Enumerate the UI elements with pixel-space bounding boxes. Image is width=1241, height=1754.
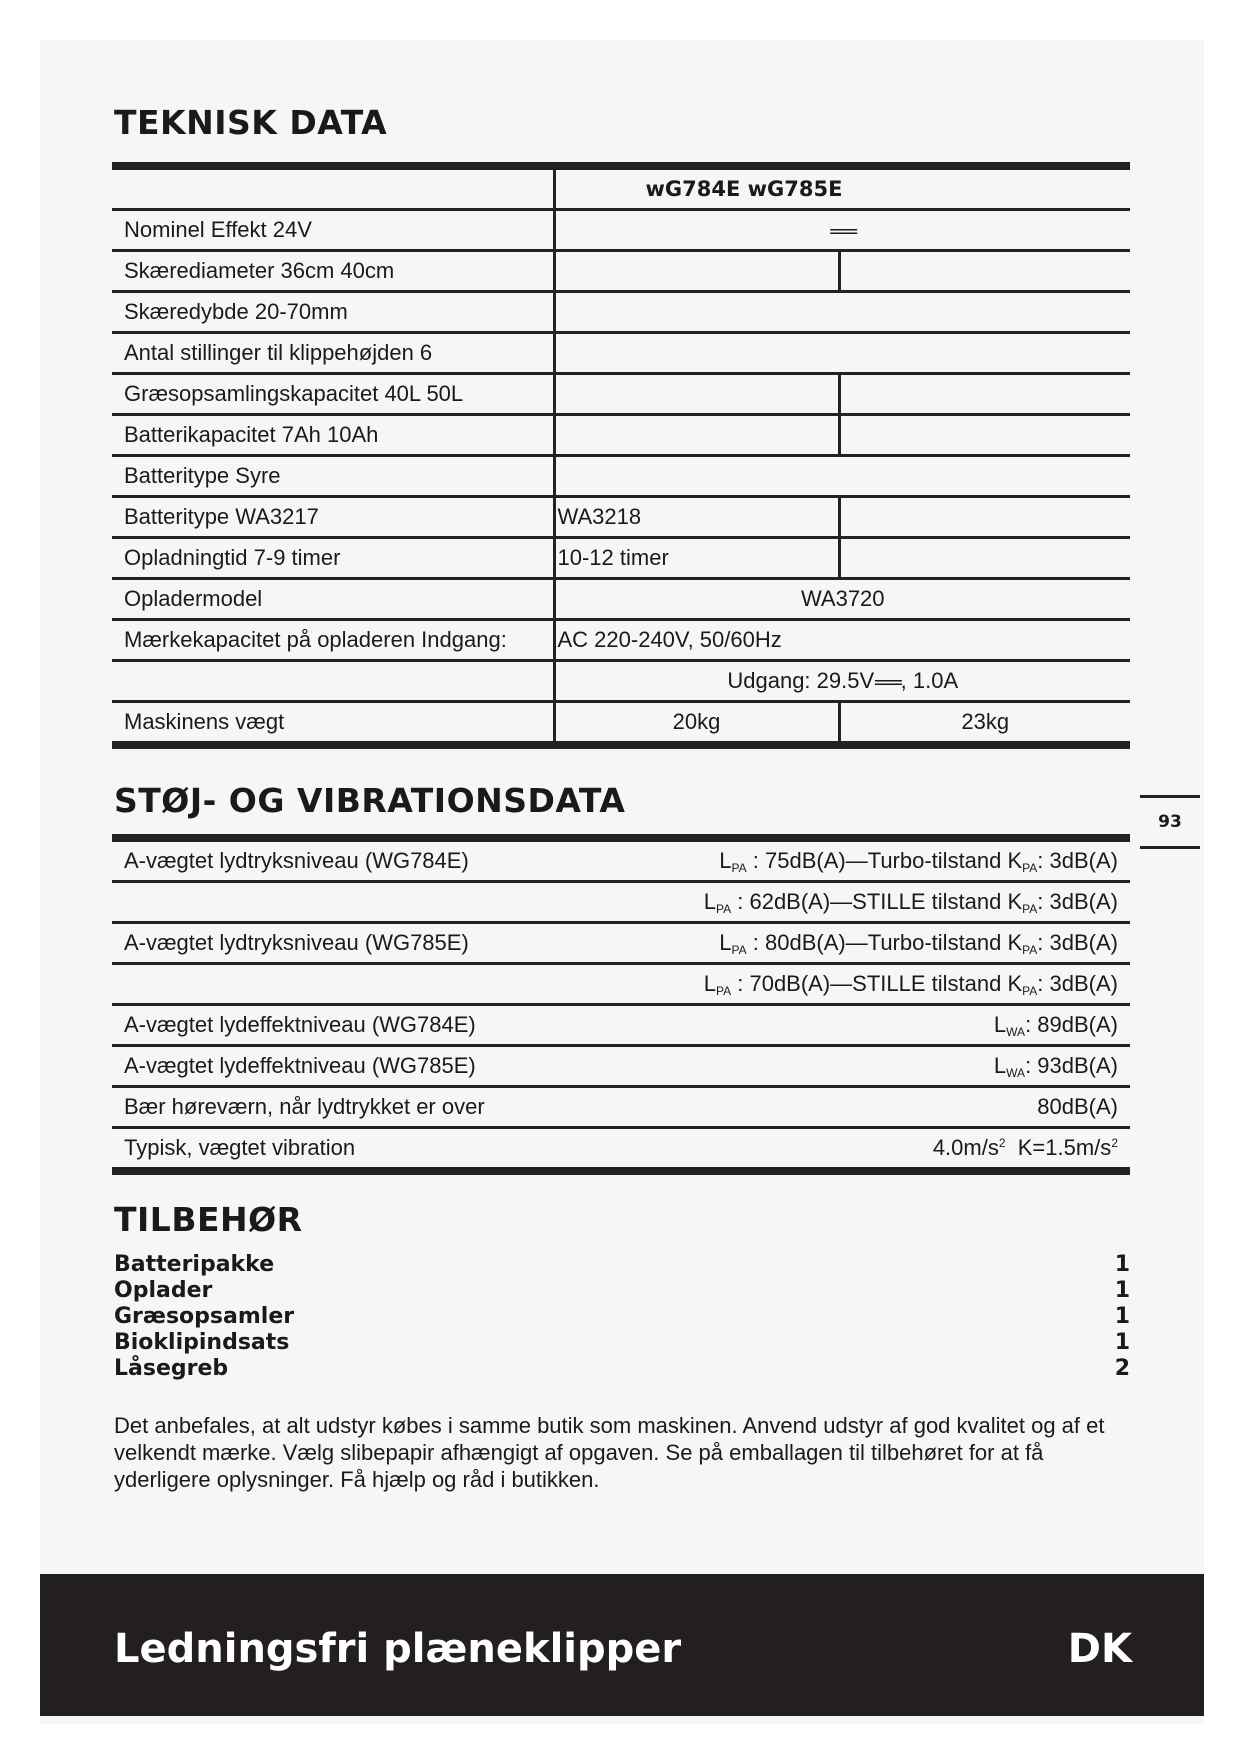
accessories-note: Det anbefales, at alt udstyr købes i samme butik som maskinen. Anvend udstyr af god kvalitet og af et velkendt mærke. Vælg slibepapir afhængigt af opgaven. Se på emballagen til tilbehøret for at få yderligere oplysninger. Få hjælp og råd i butikken.: [114, 1413, 1105, 1492]
accessories-list: [114, 1252, 1130, 1382]
footer-banner: [40, 1574, 1204, 1716]
table-row: [112, 292, 1130, 333]
table-row: [112, 620, 1130, 661]
spec-label: Batterikapacitet 7Ah 10Ah: [112, 415, 554, 456]
accessory-qty: 2: [1114, 1356, 1130, 1381]
list-item: [114, 1252, 1130, 1278]
noise-label: A-vægtet lydtryksniveau (WG784E): [112, 838, 592, 882]
table-row: [112, 923, 1130, 964]
dc-symbol: ===: [874, 672, 901, 693]
noise-label: Bær høreværn, når lydtrykket er over: [112, 1087, 592, 1128]
spec-label: Græsopsamlingskapacitet 40L 50L: [112, 374, 554, 415]
spec-label: Maskinens vægt: [112, 702, 554, 746]
table-row: [112, 456, 1130, 497]
spec-label: Skæredybde 20-70mm: [112, 292, 554, 333]
table-row: [112, 1128, 1130, 1172]
list-item: [114, 1278, 1130, 1304]
noise-value: $4.0m/s^2$ $K=1.5m/s^2$: [592, 1128, 1130, 1172]
table-row: [112, 661, 1130, 702]
accessory-name: Låsegreb: [114, 1356, 229, 1381]
table-row: [112, 1046, 1130, 1087]
accessory-name: Bioklipindsats: [114, 1330, 290, 1355]
page-number: 93: [1140, 795, 1200, 849]
language-code: DK: [1067, 1626, 1132, 1672]
spec-label: Nominel Effekt 24V: [112, 210, 554, 251]
dc-symbol: ===: [829, 221, 857, 242]
spec-label: Mærkekapacitet på opladeren Indgang:: [112, 620, 554, 661]
spec-value: 23kg: [839, 702, 1130, 746]
noise-value: LPA : 62dB(A)—STILLE tilstand KPA: 3dB(A): [592, 882, 1130, 923]
spec-label: Opladningtid 7-9 timer: [112, 538, 554, 579]
footer-title: Ledningsfri plæneklipper: [114, 1626, 682, 1672]
spec-value: Udgang: 29.5V===, 1.0A: [554, 661, 1130, 702]
noise-value: LPA : 70dB(A)—STILLE tilstand KPA: 3dB(A): [592, 964, 1130, 1005]
tech-data-table: [112, 162, 1130, 749]
noise-label: A-vægtet lydtryksniveau (WG785E): [112, 923, 592, 964]
noise-value: LWA: 93dB(A): [592, 1046, 1130, 1087]
spec-label: Antal stillinger til klippehøjden 6: [112, 333, 554, 374]
list-item: [114, 1356, 1130, 1382]
table-row: [112, 166, 1130, 210]
table-row: [112, 497, 1130, 538]
accessory-qty: 1: [1114, 1330, 1130, 1355]
accessory-qty: 1: [1114, 1278, 1130, 1303]
table-row: [112, 579, 1130, 620]
accessories-heading: TILBEHØR: [114, 1200, 303, 1239]
spec-value: WA3720: [554, 579, 1130, 620]
table-row: [112, 374, 1130, 415]
noise-value: 80dB(A): [592, 1087, 1130, 1128]
accessory-name: Oplader: [114, 1278, 213, 1303]
list-item: [114, 1330, 1130, 1356]
spec-label: Skærediameter 36cm 40cm: [112, 251, 554, 292]
spec-value: 10-12 timer: [554, 538, 839, 579]
table-row: [112, 1087, 1130, 1128]
table-row: [112, 964, 1130, 1005]
accessory-qty: 1: [1114, 1252, 1130, 1277]
noise-data-table: [112, 834, 1130, 1175]
list-item: [114, 1304, 1130, 1330]
noise-label: A-vægtet lydeffektniveau (WG784E): [112, 1005, 592, 1046]
noise-label: [112, 964, 592, 1005]
table-row: [112, 882, 1130, 923]
noise-data-heading: STØJ- OG VIBRATIONSDATA: [114, 781, 626, 820]
table-row: [112, 1005, 1130, 1046]
spec-label: Batteritype WA3217: [112, 497, 554, 538]
table-row: [112, 210, 1130, 251]
noise-label: A-vægtet lydeffektniveau (WG785E): [112, 1046, 592, 1087]
table-row: [112, 538, 1130, 579]
accessory-name: Græsopsamler: [114, 1304, 295, 1329]
table-row: [112, 838, 1130, 882]
spec-label: Batteritype Syre: [112, 456, 554, 497]
spec-value: 20kg: [554, 702, 839, 746]
accessory-name: Batteripakke: [114, 1252, 275, 1277]
spec-label: Opladermodel: [112, 579, 554, 620]
noise-value: LPA : 80dB(A)—Turbo-tilstand KPA: 3dB(A): [592, 923, 1130, 964]
table-row: [112, 251, 1130, 292]
noise-label: [112, 882, 592, 923]
spec-value: WA3218: [554, 497, 839, 538]
tech-data-heading: TEKNISK DATA: [114, 103, 388, 142]
noise-label: Typisk, vægtet vibration: [112, 1128, 592, 1172]
accessory-qty: 1: [1114, 1304, 1130, 1329]
noise-value: LPA : 75dB(A)—Turbo-tilstand KPA: 3dB(A): [592, 838, 1130, 882]
table-row: [112, 333, 1130, 374]
table-row: [112, 415, 1130, 456]
noise-value: LWA: 89dB(A): [592, 1005, 1130, 1046]
table-row: [112, 702, 1130, 746]
spec-value: AC 220-240V, 50/60Hz: [554, 620, 1130, 661]
model-header: wG784E wG785E: [645, 177, 843, 201]
